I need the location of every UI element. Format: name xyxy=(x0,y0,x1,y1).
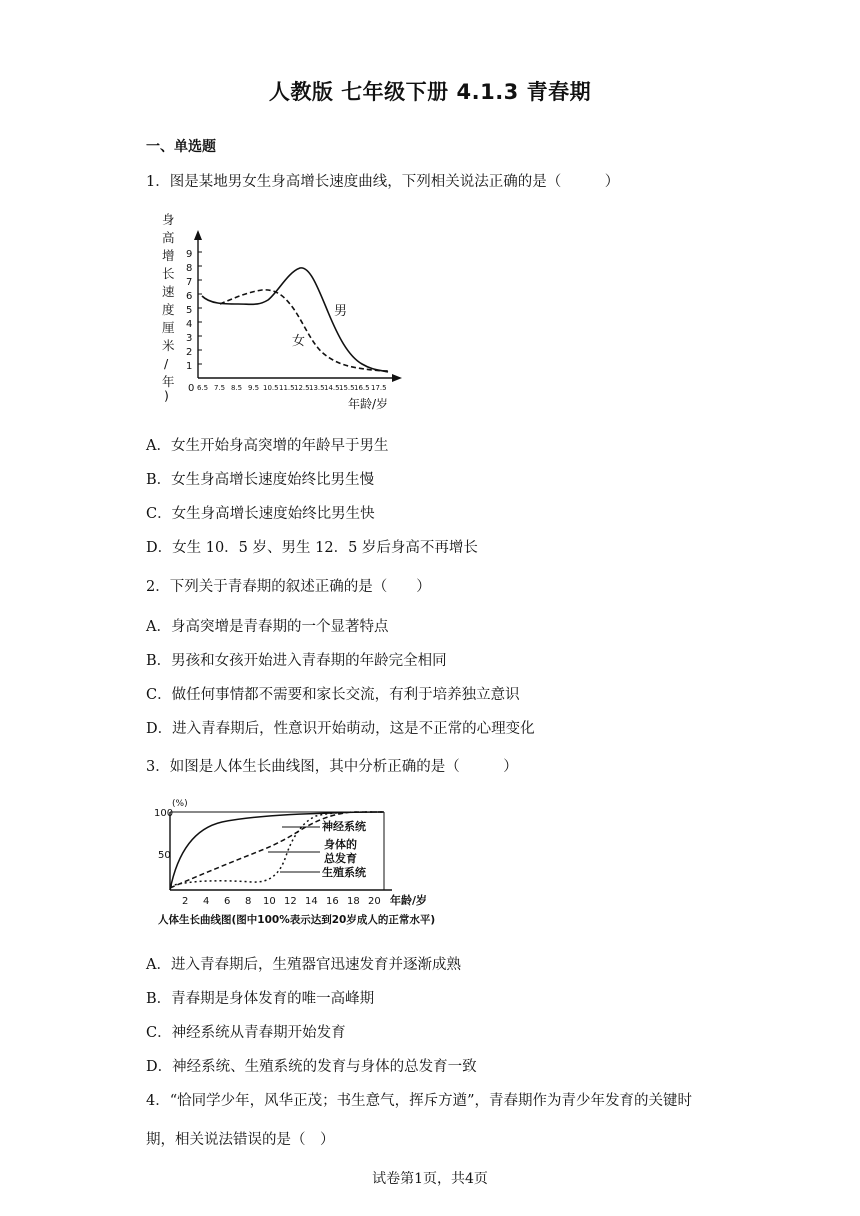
figure1-ylabel-char: 米 xyxy=(162,338,175,353)
legend-nervous-system: 神经系统 xyxy=(322,820,366,833)
height-growth-chart xyxy=(158,208,410,414)
figure1-ylabel-char: 增 xyxy=(162,248,175,263)
figure1-yticks xyxy=(186,249,194,394)
figure1-ylabel-char: 高 xyxy=(162,230,175,245)
figure1-ytick: 8 xyxy=(186,263,193,274)
figure2-ytick: 100 xyxy=(154,808,174,819)
legend-reproductive-system: 生殖系统 xyxy=(322,866,366,879)
figure1-ylabel-char: 年 xyxy=(162,374,175,389)
figure1-xtick: 13.5 xyxy=(309,384,325,392)
figure1-origin: 0 xyxy=(188,383,195,394)
question-1-option-a: A．女生开始身高突增的年龄早于男生 xyxy=(146,438,389,454)
figure1-ylabel-char: 长 xyxy=(162,266,175,281)
figure1-ytick: 5 xyxy=(186,305,193,316)
figure2-legend xyxy=(322,819,366,879)
question-3-option-c: C．神经系统从青春期开始发育 xyxy=(146,1025,346,1041)
figure1-xtick: 17.5 xyxy=(371,384,387,392)
section-heading: 一、单选题 xyxy=(146,139,216,155)
figure1-xtick: 9.5 xyxy=(248,384,260,392)
figure1-xtick: 6.5 xyxy=(197,384,209,392)
figure2-xtick: 6 xyxy=(224,896,231,907)
figure2-xtick: 20 xyxy=(368,896,381,907)
question-3-option-a: A．进入青春期后，生殖器官迅速发育并逐渐成熟 xyxy=(146,957,461,973)
figure1-xtick: 8.5 xyxy=(231,384,243,392)
male-curve xyxy=(202,268,388,372)
document-title: 人教版 七年级下册 4.1.3 青春期 xyxy=(268,80,592,104)
question-1-option-c: C．女生身高增长速度始终比男生快 xyxy=(146,506,375,522)
figure1-ylabel-char: ) xyxy=(164,388,169,403)
figure2-xtick: 12 xyxy=(284,896,297,907)
figure1-ylabel-char: 速 xyxy=(162,284,175,299)
figure1-xtick: 11.5 xyxy=(279,384,295,392)
figure1-xtick: 14.5 xyxy=(324,384,340,392)
figure1-xtick: 10.5 xyxy=(263,384,279,392)
figure1-ylabel-char: 身 xyxy=(162,212,175,227)
figure2-xticks xyxy=(182,896,381,907)
figure1-ytick: 9 xyxy=(186,249,193,260)
question-2-stem: 2．下列关于青春期的叙述正确的是（ ） xyxy=(146,579,431,595)
figure2-yunit: (%) xyxy=(172,799,188,809)
question-2-option-c: C．做任何事情都不需要和家长交流，有利于培养独立意识 xyxy=(146,687,520,703)
question-2-option-d: D．进入青春期后，性意识开始萌动，这是不正常的心理变化 xyxy=(146,721,535,737)
question-4-stem-line2: 期，相关说法错误的是（ ） xyxy=(146,1132,335,1148)
figure2-xtick: 2 xyxy=(182,896,189,907)
figure2-xtick: 16 xyxy=(326,896,339,907)
figure2-caption: 人体生长曲线图(图中100%表示达到20岁成人的正常水平) xyxy=(158,914,436,926)
figure1-xlabel: 年龄/岁 xyxy=(348,397,389,411)
question-3-stem: 3．如图是人体生长曲线图，其中分析正确的是（ ） xyxy=(146,759,518,775)
figure1-xtick: 12.5 xyxy=(294,384,310,392)
figure1-ytick: 2 xyxy=(186,347,193,358)
figure2-xtick: 8 xyxy=(245,896,252,907)
figure1-ylabel-char: / xyxy=(164,356,169,371)
figure2-xtick: 18 xyxy=(347,896,360,907)
page-footer: 试卷第1页，共4页 xyxy=(372,1171,488,1187)
figure1-ytick: 7 xyxy=(186,277,193,288)
legend-body-total-1: 身体的 xyxy=(324,838,357,851)
figure1-ytick: 4 xyxy=(186,319,193,330)
female-label: 女 xyxy=(292,334,306,349)
figure1-ylabel xyxy=(162,212,175,403)
question-1-stem: 1．图是某地男女生身高增长速度曲线，下列相关说法正确的是（ ） xyxy=(146,174,620,190)
figure2-xlabel: 年龄/岁 xyxy=(390,894,428,907)
question-2-option-a: A．身高突增是青春期的一个显著特点 xyxy=(146,619,389,635)
figure1-xticks xyxy=(197,384,387,392)
body-growth-chart xyxy=(152,794,468,934)
question-1-option-b: B．女生身高增长速度始终比男生慢 xyxy=(146,472,375,488)
figure1-xtick: 16.5 xyxy=(354,384,370,392)
figure2-ytick: 50 xyxy=(158,850,171,861)
question-3-option-b: B．青春期是身体发育的唯一高峰期 xyxy=(146,991,375,1007)
question-2-option-b: B．男孩和女孩开始进入青春期的年龄完全相同 xyxy=(146,653,447,669)
figure2-xtick: 10 xyxy=(263,896,276,907)
figure2-xtick: 14 xyxy=(305,896,318,907)
question-1-option-d: D．女生 10．5 岁、男生 12．5 岁后身高不再增长 xyxy=(146,540,478,556)
figure1-ytick: 1 xyxy=(186,361,193,372)
question-3-option-d: D．神经系统、生殖系统的发育与身体的总发育一致 xyxy=(146,1059,477,1075)
figure1-ylabel-char: 厘 xyxy=(162,320,175,335)
figure2-xtick: 4 xyxy=(203,896,210,907)
male-label: 男 xyxy=(334,304,348,319)
question-4-stem-line1: 4．“恰同学少年，风华正茂；书生意气，挥斥方遒”，青春期作为青少年发育的关键时 xyxy=(146,1093,693,1109)
legend-body-total-2: 总发育 xyxy=(324,852,357,865)
figure1-ytick: 3 xyxy=(186,333,193,344)
figure1-ytick: 6 xyxy=(186,291,193,302)
female-curve xyxy=(220,290,390,371)
figure1-ylabel-char: 度 xyxy=(162,302,175,317)
figure1-xtick: 7.5 xyxy=(214,384,226,392)
figure1-xtick: 15.5 xyxy=(339,384,355,392)
